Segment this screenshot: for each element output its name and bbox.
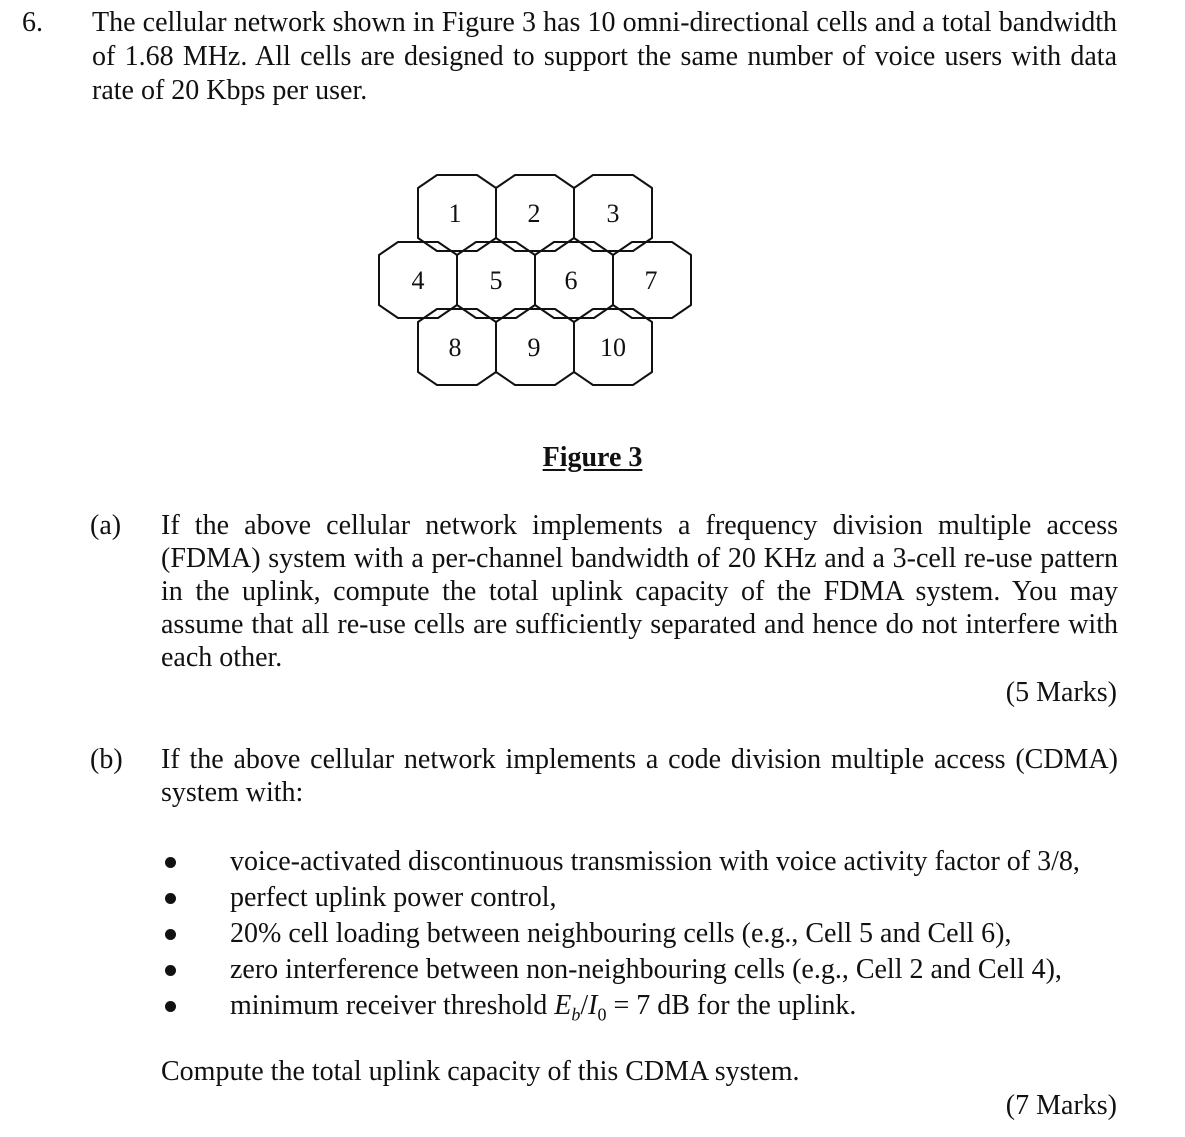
list-item-text: zero interference between non-neighbouring cells (e.g., Cell 2 and Cell 4),: [230, 954, 1062, 985]
threshold-prefix: minimum receiver threshold: [230, 990, 555, 1021]
cell-label-10: 10: [600, 333, 626, 362]
list-item-text: [230, 988, 856, 1033]
question-intro: The cellular network shown in Figure 3 has 10 omni-directional cells and a total bandwidth of 1.68 MHz. All cells are designed to support the same number of voice users with data rate of 20 Kbps per user.: [92, 7, 1117, 106]
bullet-icon: [165, 1001, 176, 1012]
bullet-icon: [165, 893, 176, 904]
cell-label-5: 5: [489, 266, 503, 295]
part-a-marks: (5 Marks): [1005, 677, 1117, 708]
list-item: [161, 844, 1118, 880]
figure-caption: [0, 441, 1185, 475]
list-item: [161, 916, 1118, 952]
bullet-icon: [165, 857, 176, 868]
io-subscript: 0: [597, 1004, 607, 1025]
cdma-assumptions-list: [161, 844, 1118, 1024]
list-item: [161, 952, 1118, 988]
list-item-text: perfect uplink power control,: [230, 882, 557, 913]
io-symbol: I: [588, 990, 598, 1021]
bullet-icon: [165, 965, 176, 976]
eb-symbol: E: [554, 990, 572, 1021]
cell-label-6: 6: [564, 266, 578, 295]
part-b-marks: (7 Marks): [1005, 1090, 1117, 1121]
list-item: [161, 988, 1118, 1024]
hexagonal-cell-diagram: [370, 165, 700, 395]
part-b-label: (b): [90, 744, 123, 775]
cell-label-9: 9: [527, 333, 541, 362]
cell-label-4: 4: [411, 266, 425, 295]
cell-label-2: 2: [527, 199, 541, 228]
part-b-closing: Compute the total uplink capacity of this CDMA system.: [161, 1056, 800, 1087]
cell-label-8: 8: [448, 333, 462, 362]
list-item: [161, 880, 1118, 916]
ratio-slash: /: [580, 990, 589, 1021]
part-a-label: (a): [90, 510, 122, 541]
question-number: 6.: [22, 7, 43, 38]
threshold-suffix: = 7 dB for the uplink.: [606, 990, 857, 1021]
cell-label-1: 1: [448, 199, 462, 228]
list-item-text: voice-activated discontinuous transmission with voice activity factor of 3/8,: [230, 846, 1080, 877]
part-b-text: If the above cellular network implements a code division multiple access (CDMA) system with:: [161, 744, 1118, 808]
bullet-icon: [165, 929, 176, 940]
list-item-text: 20% cell loading between neighbouring cells (e.g., Cell 5 and Cell 6),: [230, 918, 1012, 949]
cell-label-7: 7: [644, 266, 658, 295]
part-a-text: If the above cellular network implements a frequency division multiple access (FDMA) system with a per-channel bandwidth of 20 KHz and a 3-cell re-use pattern in the uplink, compute the total uplink capacity of the FDMA system. You may assume that all re-use cells are sufficiently separated and hence do not interfere with each other.: [161, 510, 1118, 673]
figure-caption-text: Figure 3: [542, 442, 643, 473]
eb-subscript: b: [571, 1004, 581, 1025]
cell-label-3: 3: [606, 199, 620, 228]
